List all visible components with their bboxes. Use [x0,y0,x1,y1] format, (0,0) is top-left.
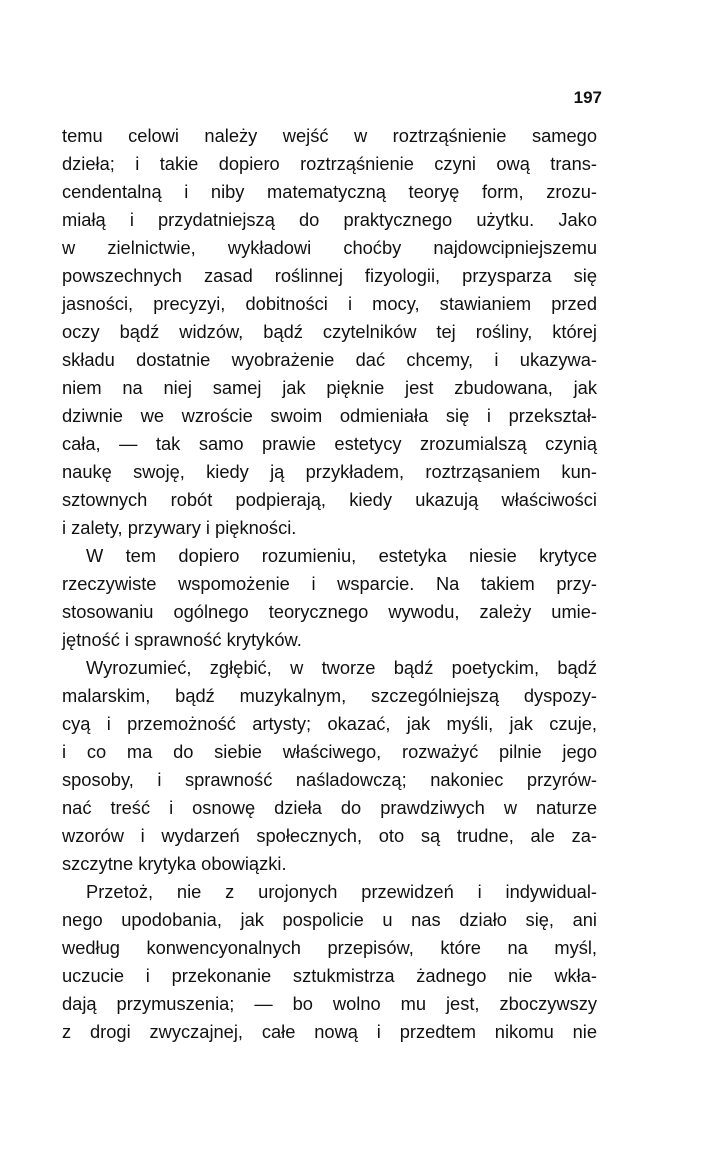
text-line: dają przymuszenia; — bo wolno mu jest, zboczywszy [62,993,597,1014]
text-line: według konwencyonalnych przepisów, które na myśl, [62,937,597,958]
text-line: z drogi zwyczajnej, całe nową i przedtem nikomu nie [62,1021,597,1042]
body-text [62,122,597,1046]
text-line: cyą i przemożność artysty; okazać, jak myśli, jak czuje, [62,713,597,734]
text-line: nego upodobania, jak pospolicie u nas działo się, ani [62,909,597,930]
text-line: w zielnictwie, wykładowi choćby najdowcipniejszemu [62,237,597,258]
page-number: 197 [573,88,602,107]
text-line: stosowaniu ogólnego teorycznego wywodu, zależy umie- [62,601,597,622]
text-line: Wyrozumieć, zgłębić, w tworze bądź poetyckim, bądź [86,657,597,678]
text-line: szczytne krytyka obowiązki. [62,853,287,874]
text-line: Przetoż, nie z urojonych przewidzeń i indywidual- [86,881,597,902]
text-line: malarskim, bądź muzykalnym, szczególniejszą dyspozy- [62,685,597,706]
text-line: rzeczywiste wspomożenie i wsparcie. Na takiem przy- [62,573,597,594]
text-line: cendentalną i niby matematyczną teoryę form, zrozu- [62,181,597,202]
text-line: i zalety, przywary i piękności. [62,517,297,538]
text-line: nać treść i osnowę dzieła do prawdziwych w naturze [62,797,597,818]
text-line: jasności, precyzyi, dobitności i mocy, stawianiem przed [62,293,597,314]
text-line: wzorów i wydarzeń społecznych, oto są trudne, ale za- [62,825,597,846]
text-line: naukę swoję, kiedy ją przykładem, roztrząsaniem kun- [62,461,597,482]
text-line: miałą i przydatniejszą do praktycznego użytku. Jako [62,209,597,230]
text-line: dzieła; i takie dopiero roztrząśnienie czyni ową trans- [62,153,597,174]
text-line: sztownych robót podpierają, kiedy ukazują właściwości [62,489,597,510]
text-line: niem na niej samej jak pięknie jest zbudowana, jak [62,377,597,398]
text-line: powszechnych zasad roślinnej fizyologii, przysparza się [62,265,597,286]
text-line: jętność i sprawność krytyków. [62,629,302,650]
text-line: dziwnie we wzroście swoim odmieniała się i przekształ- [62,405,597,426]
text-line: i co ma do siebie właściwego, rozważyć pilnie jego [62,741,597,762]
text-line: cała, — tak samo prawie estetycy zrozumialszą czynią [62,433,597,454]
text-line: oczy bądź widzów, bądź czytelników tej rośliny, której [62,321,597,342]
text-line: uczucie i przekonanie sztukmistrza żadnego nie wkła- [62,965,597,986]
text-line: składu dostatnie wyobrażenie dać chcemy, i ukazywa- [62,349,597,370]
text-line: sposoby, i sprawność naśladowczą; nakoniec przyrów- [62,769,597,790]
text-line: temu celowi należy wejść w roztrząśnienie samego [62,125,597,146]
text-line: W tem dopiero rozumieniu, estetyka niesie krytyce [86,545,597,566]
